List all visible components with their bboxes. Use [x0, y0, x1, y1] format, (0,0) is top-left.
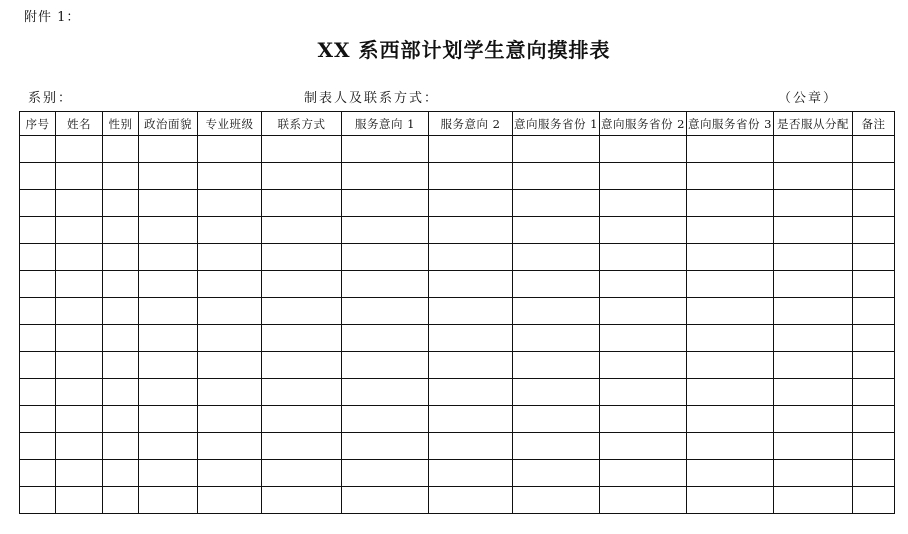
table-cell	[687, 352, 774, 379]
table-cell	[262, 163, 342, 190]
table-cell	[687, 298, 774, 325]
col-header-gender: 性别	[103, 112, 139, 136]
table-cell	[56, 406, 103, 433]
table-cell	[20, 460, 56, 487]
table-cell	[103, 325, 139, 352]
table-cell	[853, 406, 895, 433]
table-cell	[139, 433, 198, 460]
col-header-major-class: 专业班级	[198, 112, 262, 136]
col-header-accept-assignment: 是否服从分配	[774, 112, 853, 136]
table-cell	[198, 244, 262, 271]
table-cell	[262, 379, 342, 406]
table-cell	[56, 190, 103, 217]
table-cell	[198, 460, 262, 487]
table-row	[20, 244, 895, 271]
table-cell	[139, 487, 198, 514]
table-cell	[20, 244, 56, 271]
table-cell	[262, 487, 342, 514]
table-cell	[774, 379, 853, 406]
table-cell	[342, 244, 429, 271]
attachment-label: 附件 1：	[24, 10, 81, 25]
table-cell	[139, 217, 198, 244]
table-cell	[774, 271, 853, 298]
table-cell	[139, 190, 198, 217]
table-cell	[429, 352, 513, 379]
table-cell	[513, 136, 600, 163]
table-cell	[853, 325, 895, 352]
table-cell	[687, 487, 774, 514]
table-cell	[56, 163, 103, 190]
table-cell	[774, 298, 853, 325]
table-cell	[56, 379, 103, 406]
table-cell	[774, 244, 853, 271]
table-cell	[853, 487, 895, 514]
table-row	[20, 217, 895, 244]
table-cell	[20, 487, 56, 514]
table-cell	[853, 190, 895, 217]
table-cell	[262, 190, 342, 217]
col-header-remarks: 备注	[853, 112, 895, 136]
table-cell	[198, 136, 262, 163]
table-cell	[774, 433, 853, 460]
table-cell	[262, 217, 342, 244]
table-cell	[774, 406, 853, 433]
table-cell	[198, 271, 262, 298]
table-cell	[20, 136, 56, 163]
table-cell	[774, 217, 853, 244]
table-cell	[600, 244, 687, 271]
table-cell	[600, 433, 687, 460]
table-cell	[262, 460, 342, 487]
table-cell	[853, 298, 895, 325]
official-seal-label: （公章）	[778, 91, 839, 106]
table-cell	[262, 406, 342, 433]
table-cell	[198, 190, 262, 217]
table-row	[20, 136, 895, 163]
table-row	[20, 433, 895, 460]
table-cell	[513, 217, 600, 244]
table-cell	[20, 406, 56, 433]
table-cell	[687, 271, 774, 298]
table-cell	[600, 487, 687, 514]
table-cell	[56, 244, 103, 271]
table-cell	[600, 163, 687, 190]
table-cell	[342, 136, 429, 163]
table-cell	[513, 379, 600, 406]
table-cell	[342, 433, 429, 460]
table-cell	[139, 406, 198, 433]
col-header-province-2: 意向服务省份 2	[600, 112, 687, 136]
table-cell	[429, 325, 513, 352]
table-cell	[139, 352, 198, 379]
table-cell	[198, 379, 262, 406]
table-cell	[342, 298, 429, 325]
table-cell	[56, 298, 103, 325]
table-cell	[687, 433, 774, 460]
table-cell	[56, 325, 103, 352]
table-cell	[687, 406, 774, 433]
department-label: 系别：	[28, 91, 74, 106]
table-cell	[103, 352, 139, 379]
table-cell	[262, 352, 342, 379]
table-cell	[687, 244, 774, 271]
table-cell	[429, 217, 513, 244]
table-cell	[56, 433, 103, 460]
table-cell	[513, 487, 600, 514]
table-cell	[600, 406, 687, 433]
table-cell	[513, 460, 600, 487]
table-cell	[429, 298, 513, 325]
table-cell	[342, 325, 429, 352]
table-cell	[429, 190, 513, 217]
col-header-serial: 序号	[20, 112, 56, 136]
table-cell	[139, 271, 198, 298]
table-cell	[342, 190, 429, 217]
table-cell	[774, 136, 853, 163]
table-cell	[687, 379, 774, 406]
table-cell	[20, 271, 56, 298]
table-cell	[600, 325, 687, 352]
table-cell	[342, 271, 429, 298]
table-cell	[20, 217, 56, 244]
table-cell	[20, 352, 56, 379]
table-cell	[103, 271, 139, 298]
table-cell	[513, 163, 600, 190]
col-header-service-intention-1: 服务意向 1	[342, 112, 429, 136]
table-cell	[103, 379, 139, 406]
table-cell	[139, 163, 198, 190]
table-cell	[513, 352, 600, 379]
table-cell	[513, 244, 600, 271]
table-cell	[103, 244, 139, 271]
table-cell	[56, 487, 103, 514]
table-cell	[56, 271, 103, 298]
table-cell	[429, 433, 513, 460]
table-cell	[429, 271, 513, 298]
page-title: XX 系西部计划学生意向摸排表	[317, 38, 611, 62]
table-cell	[774, 352, 853, 379]
table-cell	[103, 460, 139, 487]
table-row	[20, 460, 895, 487]
table-cell	[429, 406, 513, 433]
col-header-contact: 联系方式	[262, 112, 342, 136]
table-cell	[198, 433, 262, 460]
table-cell	[853, 352, 895, 379]
table-cell	[513, 271, 600, 298]
table-cell	[103, 298, 139, 325]
table-cell	[262, 433, 342, 460]
table-cell	[198, 325, 262, 352]
table-cell	[853, 379, 895, 406]
table-cell	[20, 325, 56, 352]
table-cell	[429, 379, 513, 406]
table-cell	[853, 433, 895, 460]
table-cell	[262, 325, 342, 352]
table-cell	[853, 244, 895, 271]
col-header-service-intention-2: 服务意向 2	[429, 112, 513, 136]
table-cell	[687, 190, 774, 217]
table-cell	[600, 298, 687, 325]
table-row	[20, 352, 895, 379]
table-row	[20, 163, 895, 190]
table-cell	[774, 460, 853, 487]
maker-contact-label: 制表人及联系方式：	[304, 91, 440, 106]
table-row	[20, 190, 895, 217]
table-cell	[342, 487, 429, 514]
table-cell	[429, 460, 513, 487]
table-cell	[103, 487, 139, 514]
table-cell	[774, 325, 853, 352]
table-cell	[853, 136, 895, 163]
table-cell	[513, 433, 600, 460]
table-cell	[56, 136, 103, 163]
col-header-province-1: 意向服务省份 1	[513, 112, 600, 136]
table-cell	[139, 460, 198, 487]
table-cell	[513, 325, 600, 352]
table-cell	[198, 163, 262, 190]
table-cell	[687, 163, 774, 190]
table-cell	[600, 136, 687, 163]
table-cell	[198, 298, 262, 325]
table-cell	[774, 487, 853, 514]
col-header-political-status: 政治面貌	[139, 112, 198, 136]
table-cell	[198, 352, 262, 379]
table-cell	[342, 379, 429, 406]
table-cell	[429, 163, 513, 190]
table-cell	[103, 217, 139, 244]
table-body	[20, 136, 895, 514]
table-cell	[774, 190, 853, 217]
table-cell	[600, 460, 687, 487]
table-cell	[139, 136, 198, 163]
table-cell	[774, 163, 853, 190]
table-cell	[687, 136, 774, 163]
table-cell	[600, 217, 687, 244]
table-cell	[262, 244, 342, 271]
table-cell	[853, 271, 895, 298]
table-row	[20, 406, 895, 433]
table-cell	[103, 433, 139, 460]
table-cell	[262, 136, 342, 163]
table-cell	[103, 406, 139, 433]
header-row	[20, 112, 895, 136]
table-row	[20, 298, 895, 325]
table-cell	[103, 190, 139, 217]
table-cell	[429, 244, 513, 271]
table-cell	[20, 433, 56, 460]
table-cell	[56, 217, 103, 244]
table-cell	[139, 244, 198, 271]
table-cell	[687, 325, 774, 352]
table-cell	[262, 298, 342, 325]
table-cell	[853, 217, 895, 244]
table-cell	[429, 136, 513, 163]
table-cell	[342, 163, 429, 190]
table-cell	[56, 460, 103, 487]
table-cell	[600, 352, 687, 379]
table-cell	[853, 460, 895, 487]
col-header-province-3: 意向服务省份 3	[687, 112, 774, 136]
intention-survey-table	[19, 111, 895, 514]
table-cell	[600, 379, 687, 406]
table-cell	[342, 460, 429, 487]
table-cell	[429, 487, 513, 514]
table-cell	[262, 271, 342, 298]
table-cell	[513, 406, 600, 433]
table-cell	[56, 352, 103, 379]
table-cell	[342, 352, 429, 379]
table-cell	[198, 217, 262, 244]
table-cell	[600, 190, 687, 217]
table-cell	[687, 460, 774, 487]
table-cell	[20, 379, 56, 406]
table-row	[20, 271, 895, 298]
table-cell	[20, 190, 56, 217]
table-cell	[687, 217, 774, 244]
table-cell	[20, 298, 56, 325]
table-row	[20, 325, 895, 352]
table-row	[20, 487, 895, 514]
table-row	[20, 379, 895, 406]
table-cell	[20, 163, 56, 190]
table-cell	[853, 163, 895, 190]
table-cell	[139, 379, 198, 406]
table-cell	[103, 163, 139, 190]
table-cell	[103, 136, 139, 163]
table-cell	[139, 298, 198, 325]
table-cell	[513, 298, 600, 325]
table-cell	[342, 217, 429, 244]
table-cell	[198, 487, 262, 514]
table-cell	[342, 406, 429, 433]
col-header-name: 姓名	[56, 112, 103, 136]
table-cell	[198, 406, 262, 433]
table-cell	[139, 325, 198, 352]
table-cell	[513, 190, 600, 217]
table-cell	[600, 271, 687, 298]
